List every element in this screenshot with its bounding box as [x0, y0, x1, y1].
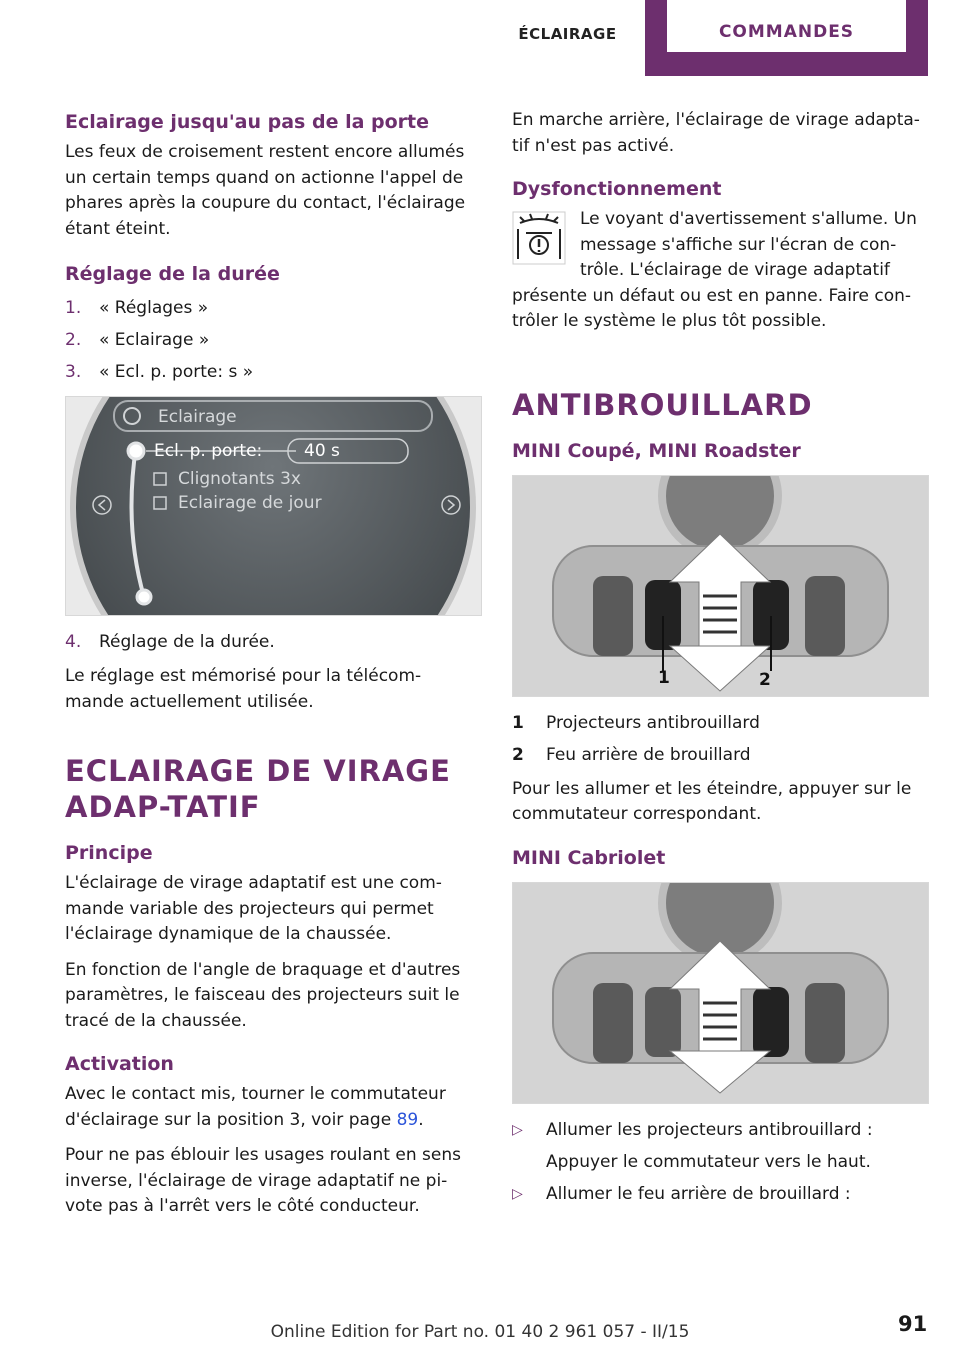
list-item: 1. « Réglages » — [65, 298, 209, 318]
figure-legend — [512, 707, 927, 771]
step4-list — [65, 626, 480, 658]
left-column — [65, 108, 480, 1230]
warning-block — [512, 207, 927, 284]
console-switches-cabriolet-illustration — [513, 883, 928, 1103]
heading-activation: Activation — [65, 1053, 174, 1075]
header-chapter-label: COMMANDES — [718, 22, 855, 42]
page-reference-link[interactable]: 89 — [396, 1109, 419, 1130]
list-item: 3. « Ecl. p. porte: s » — [65, 362, 254, 382]
console-cabriolet-figure — [512, 882, 929, 1104]
screen-row-label: Ecl. p. porte: — [154, 441, 263, 461]
heading-eclairage-porte: Eclairage jusqu'au pas de la porte — [65, 111, 430, 133]
list-item: 2. « Eclairage » — [65, 330, 210, 350]
right-column — [512, 108, 927, 1216]
list-item: 2 Feu arrière de brouillard — [512, 744, 751, 765]
list-item: 4. Réglage de la durée. — [65, 632, 275, 652]
footer-edition: Online Edition for Part no. 01 40 2 961 057 - II/15 — [270, 1322, 690, 1342]
figure-label-1: 1 — [658, 667, 670, 688]
figure-label-2: 2 — [759, 669, 771, 690]
console-switches-illustration — [513, 476, 928, 696]
console-coupe-figure — [512, 475, 929, 697]
list-item: 1 Projecteurs antibrouillard — [512, 712, 760, 733]
header-section — [490, 0, 645, 76]
heading-principe: Principe — [65, 842, 153, 864]
paragraph-principe-1: L'éclairage de virage adaptatif est une com-mande variable des projecteurs qui permet l'éclairage dynamique de la chaussée. — [65, 873, 442, 944]
list-item-sub: Appuyer le commutateur vers le haut. — [546, 1151, 871, 1172]
paragraph-allumer: Pour les allumer et les éteindre, appuyer sur le commutateur correspondant. — [512, 778, 912, 824]
paragraph-principe-2: En fonction de l'angle de braquage et d'autres paramètres, le faisceau des projecteurs suit le tracé de la chaussée. — [65, 959, 461, 1031]
paragraph-eblouir: Pour ne pas éblouir les usages roulant en sens inverse, l'éclairage de virage adaptatif ne pi-vote pas à l'arrêt vers le côté conducteur. — [65, 1145, 461, 1216]
steps-list — [65, 292, 480, 388]
screen-title: Eclairage — [158, 407, 237, 427]
header-chapter-tab — [645, 0, 928, 76]
triangle-bullet-icon: ▷ — [512, 1121, 523, 1138]
heading-eclairage-virage: ECLAIRAGE DE VIRAGE ADAP-TATIF — [65, 754, 451, 824]
screen-row-value: 40 s — [304, 441, 340, 461]
display-screen-figure — [65, 396, 482, 616]
heading-dysfonctionnement: Dysfonctionnement — [512, 178, 722, 200]
heading-mini-coupe: MINI Coupé, MINI Roadster — [512, 439, 801, 462]
heading-antibrouillard: ANTIBROUILLARD — [512, 387, 813, 422]
heading-mini-cabriolet: MINI Cabriolet — [512, 846, 666, 869]
paragraph-dysfonctionnement-rest: présente un défaut ou est en panne. Faire con-trôler le système le plus tôt possible. — [512, 285, 912, 331]
list-item: ▷ Allumer le feu arrière de brouillard : — [512, 1178, 927, 1210]
page-number: 91 — [898, 1312, 928, 1336]
paragraph-porte: Les feux de croisement restent encore allumés un certain temps quand on actionne l'appel de phares après la coupure du contact, l'éclairage étant éteint. — [65, 142, 466, 239]
paragraph-activation: Avec le contact mis, tourner le commutateur d'éclairage sur la position 3, voir page 89. — [65, 1084, 446, 1130]
warning-lamp-icon — [512, 211, 566, 265]
list-item: ▷ Allumer les projecteurs antibrouillard : — [512, 1114, 927, 1146]
paragraph-marche-arriere: En marche arrière, l'éclairage de virage adapta-tif n'est pas activé. — [512, 110, 920, 156]
heading-reglage-duree: Réglage de la durée — [65, 263, 280, 285]
header-section-label: ÉCLAIRAGE — [518, 25, 617, 43]
screen-row-clignotants: Clignotants 3x — [178, 469, 301, 489]
paragraph-memorise: Le réglage est mémorisé pour la télécom-mande actuellement utilisée. — [65, 666, 422, 712]
screen-row-eclairage-jour: Eclairage de jour — [178, 493, 322, 513]
paragraph-dysfonctionnement-wrap: Le voyant d'avertissement s'allume. Un message s'affiche sur l'écran de con-trôle. L'éclairage de virage adaptatif — [580, 209, 917, 280]
triangle-bullet-icon: ▷ — [512, 1185, 523, 1202]
bullet-list — [512, 1114, 927, 1210]
